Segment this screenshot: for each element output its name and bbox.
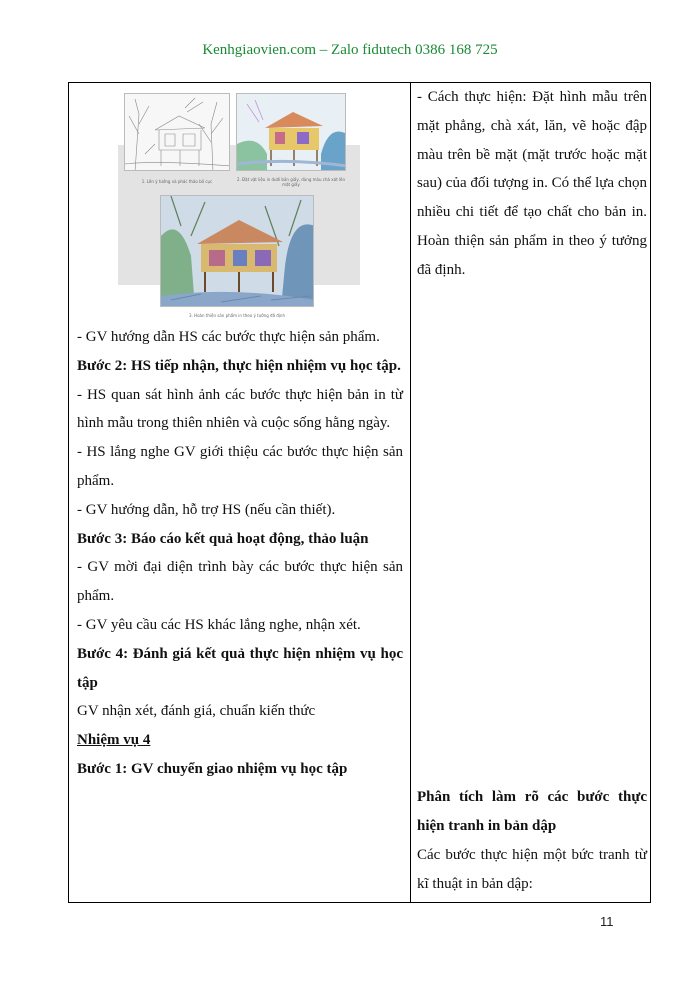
task4-heading: Nhiệm vụ 4 bbox=[77, 732, 151, 749]
task4-step1-heading: Bước 1: GV chuyển giao nhiệm vụ học tập bbox=[77, 760, 348, 777]
header-contact: Zalo fidutech 0386 168 725 bbox=[331, 42, 498, 58]
step1-caption: 1. Lên ý tưởng và phác thảo bố cục bbox=[141, 179, 213, 184]
left-text-block bbox=[77, 323, 403, 784]
teacher-support: - GV hướng dẫn, hỗ trợ HS (nếu cần thiết). bbox=[77, 501, 336, 518]
teacher-invite: - GV mời đại diện trình bày các bước thực hiện sản phẩm. bbox=[77, 559, 403, 605]
header-site[interactable]: Kenhgiaovien.com bbox=[202, 42, 317, 58]
student-observe: - HS quan sát hình ảnh các bước thực hiện bản in từ hình mẫu trong thiên nhiên và cuộc sống hằng ngày. bbox=[77, 386, 403, 432]
teacher-request: - GV yêu cầu các HS khác lắng nghe, nhận xét. bbox=[77, 616, 361, 633]
step1-sketch-image bbox=[124, 93, 230, 171]
left-column bbox=[69, 83, 410, 902]
page-header bbox=[0, 42, 700, 59]
step3-heading: Bước 3: Báo cáo kết quả hoạt động, thảo luận bbox=[77, 530, 369, 547]
analysis-heading: Phân tích làm rõ các bước thực hiện tranh in bản dập bbox=[417, 789, 647, 834]
step4-heading: Bước 4: Đánh giá kết quả thực hiện nhiệm vụ học tập bbox=[77, 645, 403, 691]
teacher-evaluate: GV nhận xét, đánh giá, chuẩn kiến thức bbox=[77, 703, 316, 720]
step3-finished-print-image bbox=[160, 195, 314, 307]
instruction-guide: - GV hướng dẫn HS các bước thực hiện sản phẩm. bbox=[77, 329, 380, 345]
steps-intro: Các bước thực hiện một bức tranh từ kĩ thuật in bản dập: bbox=[417, 847, 647, 892]
page-number: 11 bbox=[600, 914, 614, 929]
right-column bbox=[411, 83, 651, 902]
step2-rubbing-image bbox=[236, 93, 346, 171]
method-description: - Cách thực hiện: Đặt hình mẫu trên mặt phẳng, chà xát, lăn, vẽ hoặc đập màu trên bề mặt (mặt trước hoặc mặt sau) của đối tượng in. Có thể lựa chọn nhiều chi tiết để tạo chất cho bản in. Hoàn thiện sản phẩm in theo ý tưởng đã định. bbox=[417, 89, 647, 278]
student-listen: - HS lắng nghe GV giới thiệu các bước thực hiện sản phẩm. bbox=[77, 444, 403, 489]
step3-caption: 3. Hoàn thiện sản phẩm in theo ý tưởng đã định bbox=[188, 313, 286, 318]
header-separator: – bbox=[316, 42, 332, 58]
printing-steps-figure bbox=[118, 91, 360, 318]
step2-heading: Bước 2: HS tiếp nhận, thực hiện nhiệm vụ học tập. bbox=[77, 357, 401, 374]
lesson-table bbox=[68, 82, 651, 903]
step2-caption: 2. Đặt vật liệu in dưới bản giấy, dùng màu chà xát lên mặt giấy bbox=[236, 177, 346, 187]
